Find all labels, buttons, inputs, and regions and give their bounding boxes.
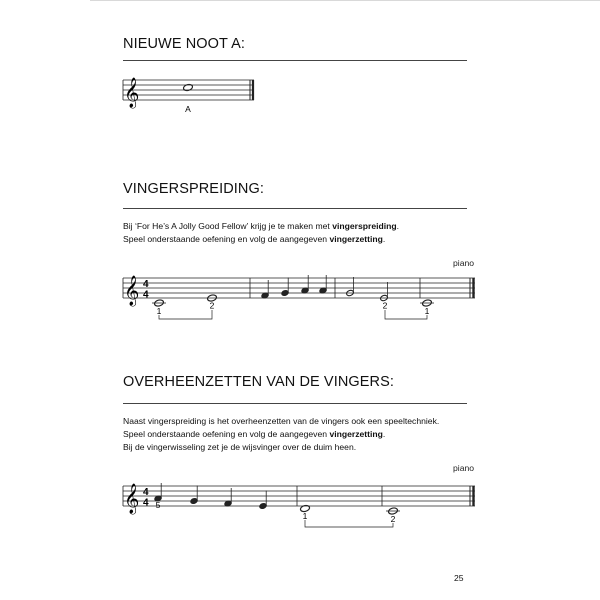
heading-rule <box>123 403 467 404</box>
note-label: A <box>185 104 191 114</box>
heading-new-note: NIEUWE NOOT A: <box>123 36 245 52</box>
time-signature-top: 4 <box>143 279 149 290</box>
paragraph-overheenzetten <box>123 415 439 454</box>
fingering-bracket <box>305 520 393 527</box>
fingering-number: 1 <box>424 306 430 316</box>
fingering-number: 1 <box>302 511 308 521</box>
fingering-number: 5 <box>155 500 161 510</box>
page-top-edge <box>90 0 600 1</box>
heading-rule <box>123 208 467 209</box>
para-line: Speel onderstaande oefening en volg de aangegeven vingerzetting. <box>123 234 386 244</box>
fingering-number: 2 <box>390 514 396 524</box>
instrument-label: piano <box>453 463 475 473</box>
time-signature-top: 4 <box>143 487 149 498</box>
heading-rule <box>123 60 467 61</box>
fingering-bracket <box>159 310 212 319</box>
fingering-number: 2 <box>382 300 388 311</box>
staff-exercise-spreading <box>120 272 480 322</box>
instrument-label: piano <box>453 258 475 268</box>
treble-clef-icon: 𝄞 <box>124 483 140 513</box>
para-line: Naast vingerspreiding is het overheenzetten van de vingers ook een speeltechniek. <box>123 416 440 426</box>
para-line: Bij ‘For He’s A Jolly Good Fellow’ krijg je te maken met vingerspreiding. <box>123 221 400 231</box>
para-line: Bij de vingerwisseling zet je de wijsvinger over de duim heen. <box>123 442 357 452</box>
time-signature-bottom: 4 <box>143 497 149 509</box>
paragraph-vingerspreiding <box>123 220 399 246</box>
para-line: Speel onderstaande oefening en volg de aangegeven vingerzetting. <box>123 429 386 439</box>
page-number: 25 <box>454 573 464 583</box>
staff-exercise-crossing <box>120 480 480 530</box>
time-signature-bottom: 4 <box>143 289 149 301</box>
heading-overheenzetten: OVERHEENZETTEN VAN DE VINGERS: <box>123 374 395 390</box>
treble-clef-icon: 𝄞 <box>124 275 140 305</box>
fingering-number: 2 <box>209 300 215 311</box>
heading-vingerspreiding: VINGERSPREIDING: <box>123 181 264 197</box>
treble-clef-icon: 𝄞 <box>124 77 140 107</box>
fingering-number: 1 <box>156 306 162 316</box>
fingering-bracket <box>385 310 427 319</box>
staff-note-a <box>120 76 260 120</box>
